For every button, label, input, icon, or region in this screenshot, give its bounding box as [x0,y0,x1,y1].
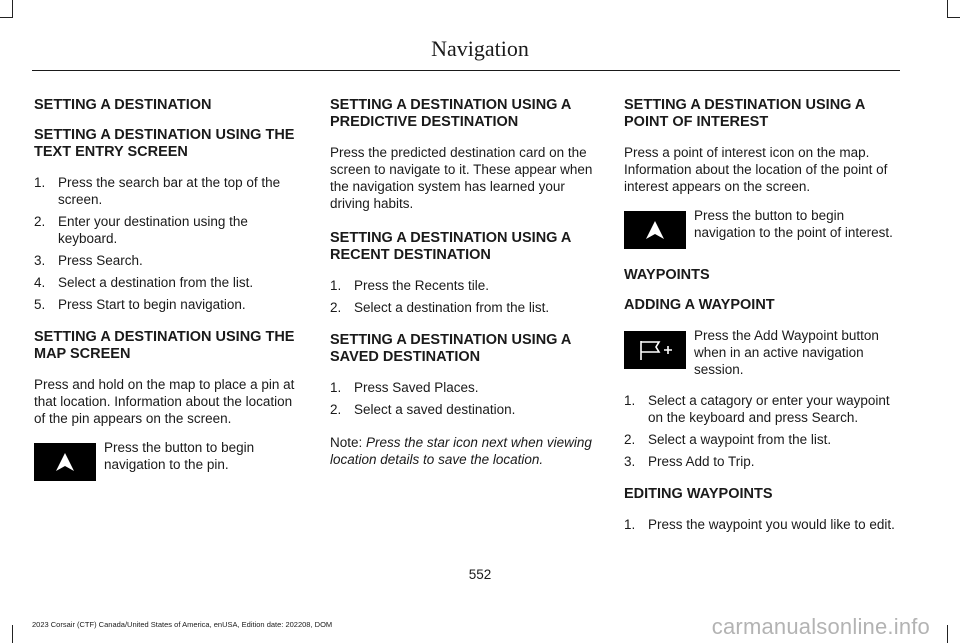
step-number: 2. [34,214,46,229]
paragraph: Press the predicted destination card on the screen to navigate to it. These appear when the navigation system has learned your driving habits. [330,145,593,211]
watermark: carmanualsonline.info [711,614,930,639]
step-text: Press the waypoint you would like to edit. [648,517,895,532]
subsection-heading: SETTING A DESTINATION USING A POINT OF INTEREST [624,97,865,130]
step-text: Select a catagory or enter your waypoint on the keyboard and press Search. [648,393,890,425]
list-item [330,379,602,396]
paragraph: Press and hold on the map to place a pin at that location. Information about the location of the pin appears on the screen. [34,377,295,426]
subsection-heading: ADDING A WAYPOINT [624,297,775,313]
step-number: 2. [330,300,342,315]
step-number: 4. [34,275,46,290]
list-item [624,516,896,533]
list-item [624,431,896,448]
step-text: Select a destination from the list. [354,300,550,315]
list-item [34,213,306,247]
subsection-heading: SETTING A DESTINATION USING A PREDICTIVE DESTINATION [330,97,571,130]
step-number: 1. [624,393,636,408]
crop-mark [948,17,960,18]
list-item [34,274,306,291]
header-divider [32,70,900,71]
step-number: 3. [624,454,636,469]
callout-text: Press the button to begin navigation to the point of interest. [694,208,893,240]
navigation-arrow-icon [34,443,96,481]
icon-callout [624,327,896,378]
icon-callout [34,439,306,481]
list-item [330,401,602,418]
crop-mark [947,0,948,18]
step-text: Press the Recents tile. [354,278,490,293]
column-2 [330,97,602,480]
step-number: 1. [624,517,636,532]
subsection-heading: EDITING WAYPOINTS [624,486,773,502]
crop-mark [947,625,948,643]
callout-text: Press the Add Waypoint button when in an active navigation session. [694,328,879,377]
crop-mark [12,0,13,18]
step-text: Press the search bar at the top of the screen. [58,175,281,207]
step-text: Select a waypoint from the list. [648,432,832,447]
step-text: Press Saved Places. [354,380,479,395]
step-number: 1. [330,380,342,395]
step-text: Enter your destination using the keyboard. [58,214,248,246]
step-number: 2. [624,432,636,447]
step-number: 1. [330,278,342,293]
steps-list [330,277,602,316]
section-heading: WAYPOINTS [624,267,710,283]
steps-list [624,516,896,533]
step-text: Press Search. [58,253,143,268]
navigation-arrow-icon [624,211,686,249]
add-waypoint-flag-icon [624,331,686,369]
subsection-heading: SETTING A DESTINATION USING A SAVED DESTINATION [330,332,571,365]
list-item [330,277,602,294]
list-item [34,296,306,313]
step-text: Press Add to Trip. [648,454,755,469]
page-number: 552 [468,567,492,582]
list-item [34,174,306,208]
subsection-heading: SETTING A DESTINATION USING A RECENT DESTINATION [330,230,571,263]
step-number: 5. [34,297,46,312]
edition-footer: 2023 Corsair (CTF) Canada/United States of America, enUSA, Edition date: 202208, DOM [32,620,333,629]
step-number: 2. [330,402,342,417]
step-text: Select a saved destination. [354,402,516,417]
section-heading: SETTING A DESTINATION [34,97,212,113]
list-item [624,392,896,426]
list-item [34,252,306,269]
step-number: 3. [34,253,46,268]
steps-list [34,174,306,313]
list-item [330,299,602,316]
step-text: Select a destination from the list. [58,275,254,290]
subsection-heading: SETTING A DESTINATION USING THE TEXT ENTRY SCREEN [34,127,295,160]
crop-mark [0,17,12,18]
steps-list [624,392,896,470]
step-number: 1. [34,175,46,190]
icon-callout [624,207,896,249]
step-text: Press Start to begin navigation. [58,297,246,312]
note-body: Press the star icon next when viewing location details to save the location. [330,435,592,467]
list-item [624,453,896,470]
steps-list [330,379,602,418]
callout-text: Press the button to begin navigation to the pin. [104,440,255,472]
note-label: Note: [330,435,363,450]
column-3 [624,97,896,549]
page-title: Navigation [431,36,529,61]
subsection-heading: SETTING A DESTINATION USING THE MAP SCREEN [34,329,295,362]
note [330,434,602,468]
crop-mark [12,625,13,643]
paragraph: Press a point of interest icon on the map. Information about the location of the point of interest appears on the screen. [624,145,888,194]
column-1 [34,97,306,495]
